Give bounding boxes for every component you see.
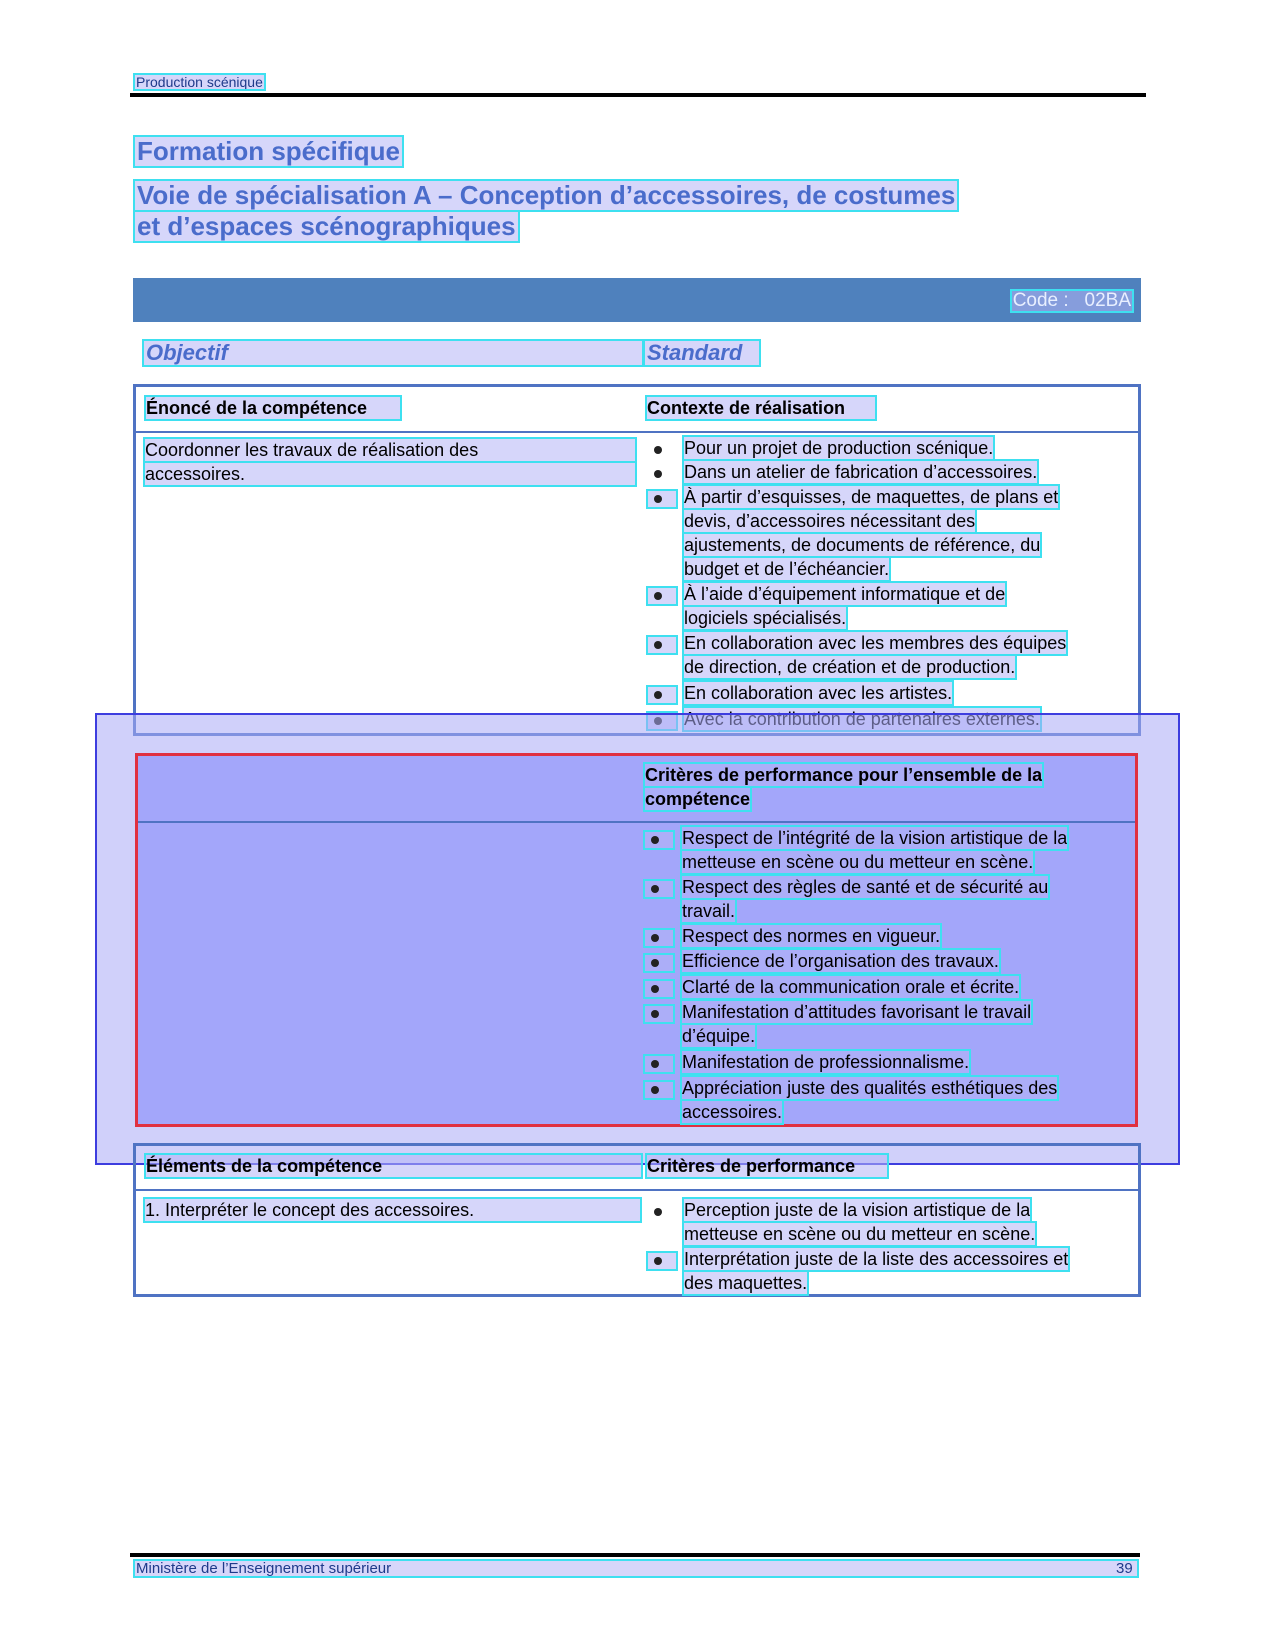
bullet-icon	[644, 980, 674, 998]
criteria-line: Respect des règles de santé et de sécurité au	[682, 877, 1049, 897]
criteria-header-line: compétence	[645, 789, 751, 809]
context-line: En collaboration avec les membres des équipes	[684, 633, 1067, 653]
subtitle-line-2: et d’espaces scénographiques	[134, 211, 519, 242]
header-divider	[136, 1189, 1138, 1191]
competence-statement-line: accessoires.	[144, 462, 636, 486]
bullet-icon	[644, 929, 674, 947]
bullet-icon	[644, 831, 674, 849]
elements-header: Éléments de la compétence	[145, 1154, 642, 1178]
header-rule	[130, 93, 1146, 97]
standard-heading: Standard	[644, 340, 760, 366]
footer-rule	[130, 1553, 1140, 1557]
subtitle-line-1: Voie de spécialisation A – Conception d’accessoires, de costumes	[134, 180, 958, 211]
bullet-icon	[647, 465, 677, 483]
bullet-icon	[647, 636, 677, 654]
criteria-header-line: Critères de performance pour l’ensemble de la	[645, 765, 1043, 785]
criteria-line: Appréciation juste des qualités esthétiques des	[682, 1078, 1058, 1098]
bullet-icon	[647, 490, 677, 508]
criteria-line: Respect de l’intégrité de la vision artistique de la	[682, 828, 1068, 848]
performance-line: Interprétation juste de la liste des accessoires et	[684, 1249, 1069, 1269]
context-line: budget et de l’échéancier.	[684, 559, 890, 579]
page-title: Formation spécifique	[134, 136, 403, 167]
criteria-line: Clarté de la communication orale et écrite.	[682, 977, 1020, 997]
context-line: ajustements, de documents de référence, du	[684, 535, 1041, 555]
running-header: Production scénique	[136, 74, 263, 90]
competence-statement-header: Énoncé de la compétence	[145, 396, 401, 420]
criteria-table	[135, 753, 1138, 1127]
page-number: 39	[1116, 1560, 1133, 1577]
bullet-icon	[644, 954, 674, 972]
bullet-icon	[644, 880, 674, 898]
code-label: Code : 02BA	[1012, 290, 1131, 311]
context-header: Contexte de réalisation	[646, 396, 876, 420]
context-line: Pour un projet de production scénique.	[684, 438, 994, 458]
performance-header: Critères de performance	[646, 1154, 888, 1178]
criteria-line: metteuse en scène ou du metteur en scène.	[682, 852, 1034, 872]
criteria-line: travail.	[682, 901, 736, 921]
performance-line: metteuse en scène ou du metteur en scène.	[684, 1224, 1036, 1244]
bullet-icon	[647, 1252, 677, 1270]
criteria-line: accessoires.	[682, 1102, 783, 1122]
performance-line: Perception juste de la vision artistique de la	[684, 1200, 1031, 1220]
bullet-icon	[647, 1203, 677, 1221]
bullet-icon	[644, 1081, 674, 1099]
context-line: À l’aide d’équipement informatique et de	[684, 584, 1006, 604]
bullet-icon	[647, 587, 677, 605]
bullet-icon	[647, 441, 677, 459]
objective-heading: Objectif	[143, 340, 643, 366]
header-divider	[138, 821, 1135, 823]
performance-line: des maquettes.	[684, 1273, 808, 1293]
bullet-icon	[644, 1055, 674, 1073]
competence-statement-line: Coordonner les travaux de réalisation des	[144, 438, 636, 462]
element-item: 1. Interpréter le concept des accessoires.	[144, 1198, 641, 1222]
criteria-line: Respect des normes en vigueur.	[682, 926, 941, 946]
criteria-line: Manifestation de professionnalisme.	[682, 1052, 970, 1072]
criteria-line: Efficience de l’organisation des travaux.	[682, 951, 999, 971]
criteria-line: Manifestation d’attitudes favorisant le travail	[682, 1002, 1032, 1022]
footer-ministry: Ministère de l’Enseignement supérieur	[134, 1560, 1138, 1577]
criteria-line: d’équipe.	[682, 1026, 756, 1046]
context-line: Dans un atelier de fabrication d’accessoires.	[684, 462, 1038, 482]
context-line: À partir d’esquisses, de maquettes, de plans et	[684, 487, 1059, 507]
context-line: logiciels spécialisés.	[684, 608, 847, 628]
bullet-icon	[647, 686, 677, 704]
context-line: de direction, de création et de production.	[684, 657, 1016, 677]
context-line: devis, d’accessoires nécessitant des	[684, 511, 976, 531]
header-divider	[136, 431, 1138, 433]
context-line: En collaboration avec les artistes.	[684, 683, 953, 703]
code-bar	[133, 278, 1141, 322]
bullet-icon	[644, 1005, 674, 1023]
